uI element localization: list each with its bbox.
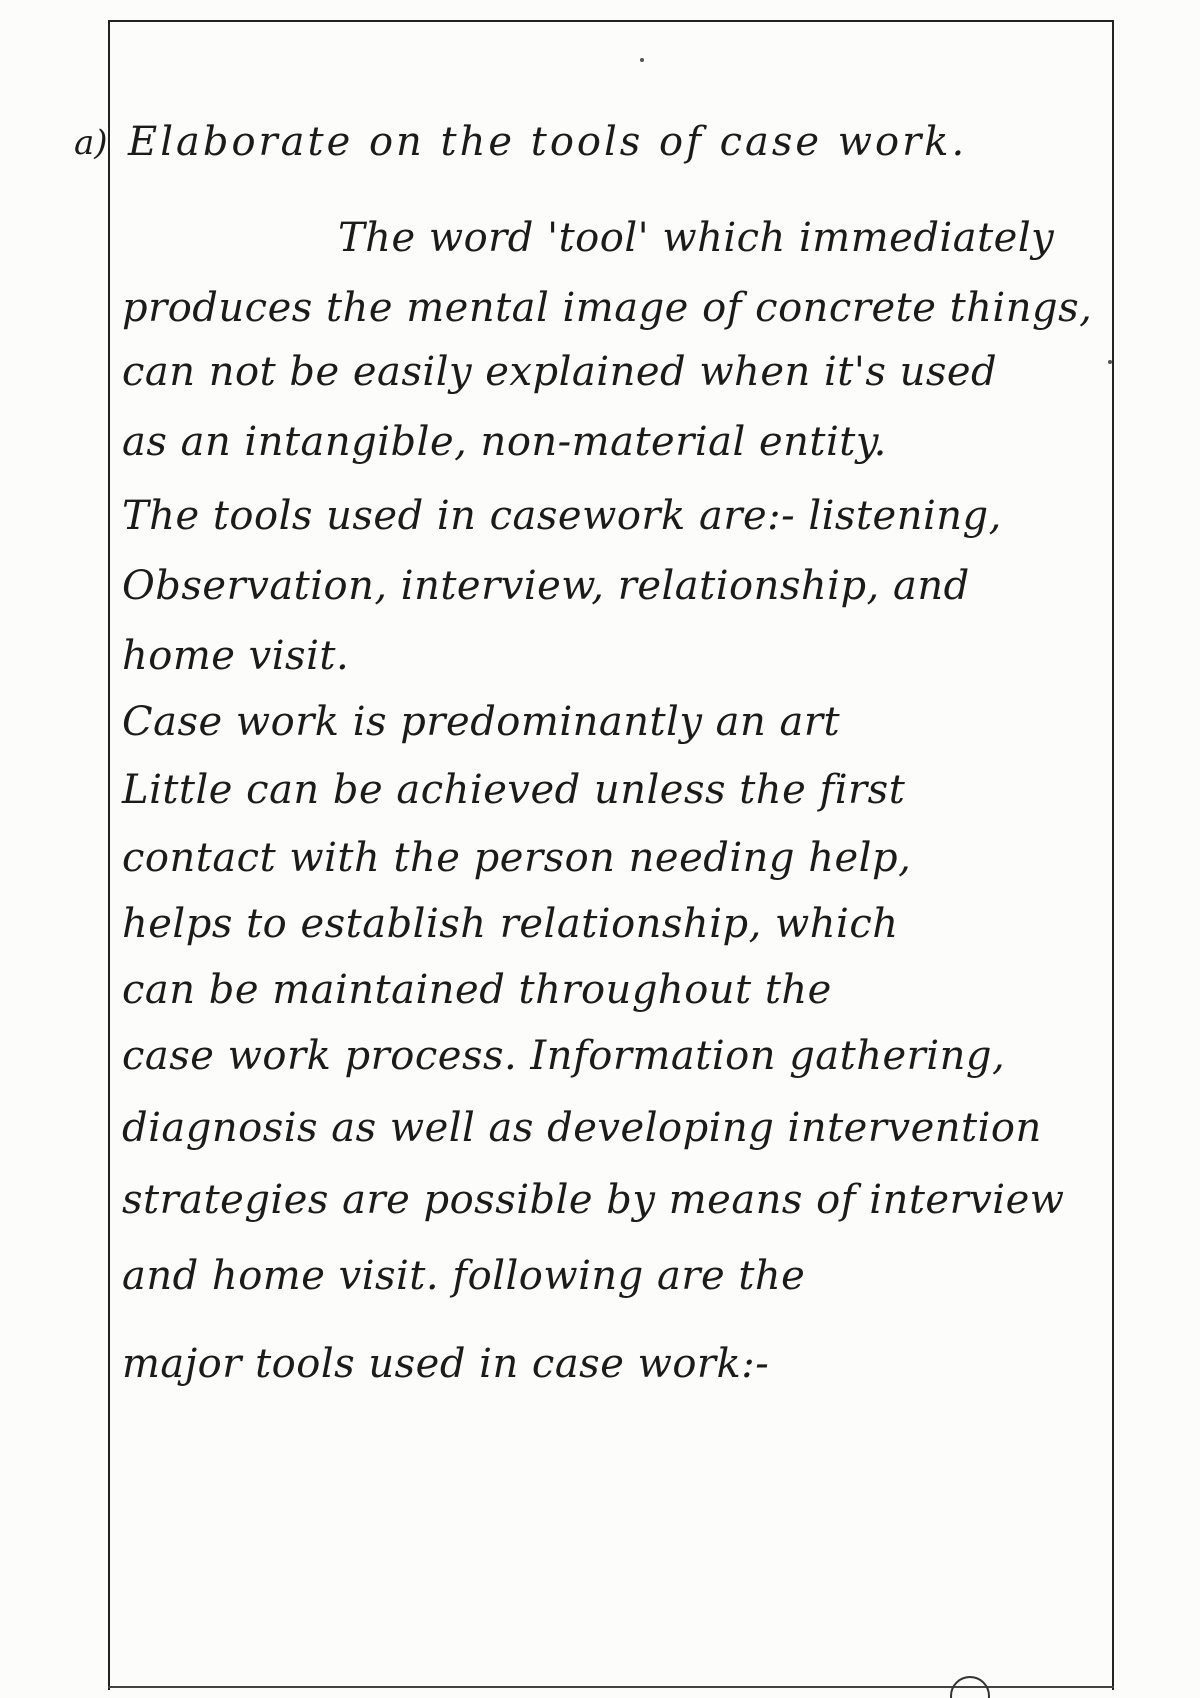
answer-line: Case work is predominantly an art [122,699,841,745]
answer-line: major tools used in case work:- [122,1341,770,1387]
answer-line: case work process. Information gathering, [122,1033,1006,1079]
answer-line: Little can be achieved unless the first [122,767,906,813]
question-number: a) [74,123,108,163]
answer-line: can be maintained throughout the [122,967,832,1013]
answer-line: as an intangible, non-material entity. [122,419,887,465]
answer-line: The word 'tool' which immediately [338,215,1055,261]
answer-line: home visit. [122,633,350,679]
answer-line: helps to establish relationship, which [122,901,899,947]
answer-line: diagnosis as well as developing intervention [122,1105,1042,1151]
answer-line: Observation, interview, relationship, and [122,563,970,609]
answer-line: strategies are possible by means of interview [122,1177,1065,1223]
question-title: Elaborate on the tools of case work. [128,119,968,165]
answer-line: contact with the person needing help, [122,835,912,881]
answer-line: and home visit. following are the [122,1253,806,1299]
answer-line: can not be easily explained when it's used [122,349,998,395]
answer-line: The tools used in casework are:- listening, [122,493,1002,539]
answer-line: produces the mental image of concrete things, [122,285,1093,331]
